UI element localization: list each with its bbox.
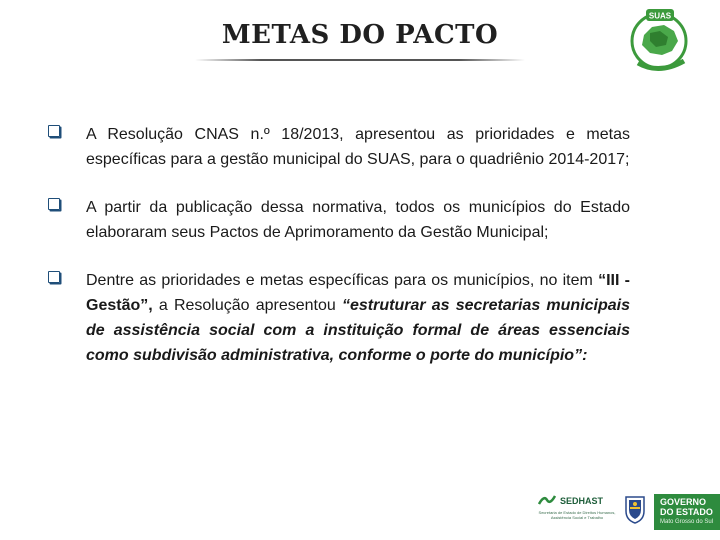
square-bullet-icon [48, 125, 60, 137]
suas-logo-label: SUAS [648, 11, 672, 21]
bullet-text [86, 268, 630, 368]
bullet-segment-bold: “III - Gestão”, [86, 272, 630, 314]
square-bullet-icon [48, 198, 60, 210]
bullet-list [46, 122, 630, 391]
suas-logo-icon [624, 5, 694, 75]
bullet-text [86, 195, 630, 245]
bullet-quote: “estruturar as secretarias municipais de assistência social com a instituição formal de áreas essenciais como subdivisão administrativa, conforme o porte do município”: [86, 297, 630, 364]
bullet-segment: A partir da publicação dessa normativa, todos os municípios do Estado elaboraram seus Pactos de Aprimoramento da Gestão Municipal; [86, 199, 630, 241]
bullet-segment: Dentre as prioridades e metas específicas para os municípios, no item [86, 272, 599, 289]
square-bullet-icon [48, 271, 60, 283]
government-logo [654, 494, 720, 530]
footer-logos [530, 488, 720, 540]
page-title: METAS DO PACTO [221, 20, 499, 50]
bullet-item [46, 122, 630, 172]
gov-line-3: Mato Grosso do Sul [660, 519, 714, 525]
title-area [175, 12, 545, 62]
title-underline [195, 59, 525, 61]
bullet-text [86, 122, 630, 172]
state-crest-icon [624, 494, 646, 524]
bullet-segment: A Resolução CNAS n.º 18/2013, apresentou as prioridades e metas específicas para a gestão municipal do SUAS, para o quadriênio 2014-2017; [86, 126, 630, 168]
bullet-item [46, 195, 630, 245]
sedhast-logo-icon [538, 494, 556, 506]
sedhast-name: SEDHAST [560, 496, 604, 506]
gov-line-2: DO ESTADO [660, 507, 713, 517]
gov-line-1: GOVERNO [660, 497, 707, 507]
bullet-item [46, 268, 630, 368]
bullet-segment: a Resolução apresentou [152, 297, 342, 314]
sedhast-subtitle: Secretaria de Estado de Direitos Humanos, Assistência Social e Trabalho [538, 510, 616, 520]
